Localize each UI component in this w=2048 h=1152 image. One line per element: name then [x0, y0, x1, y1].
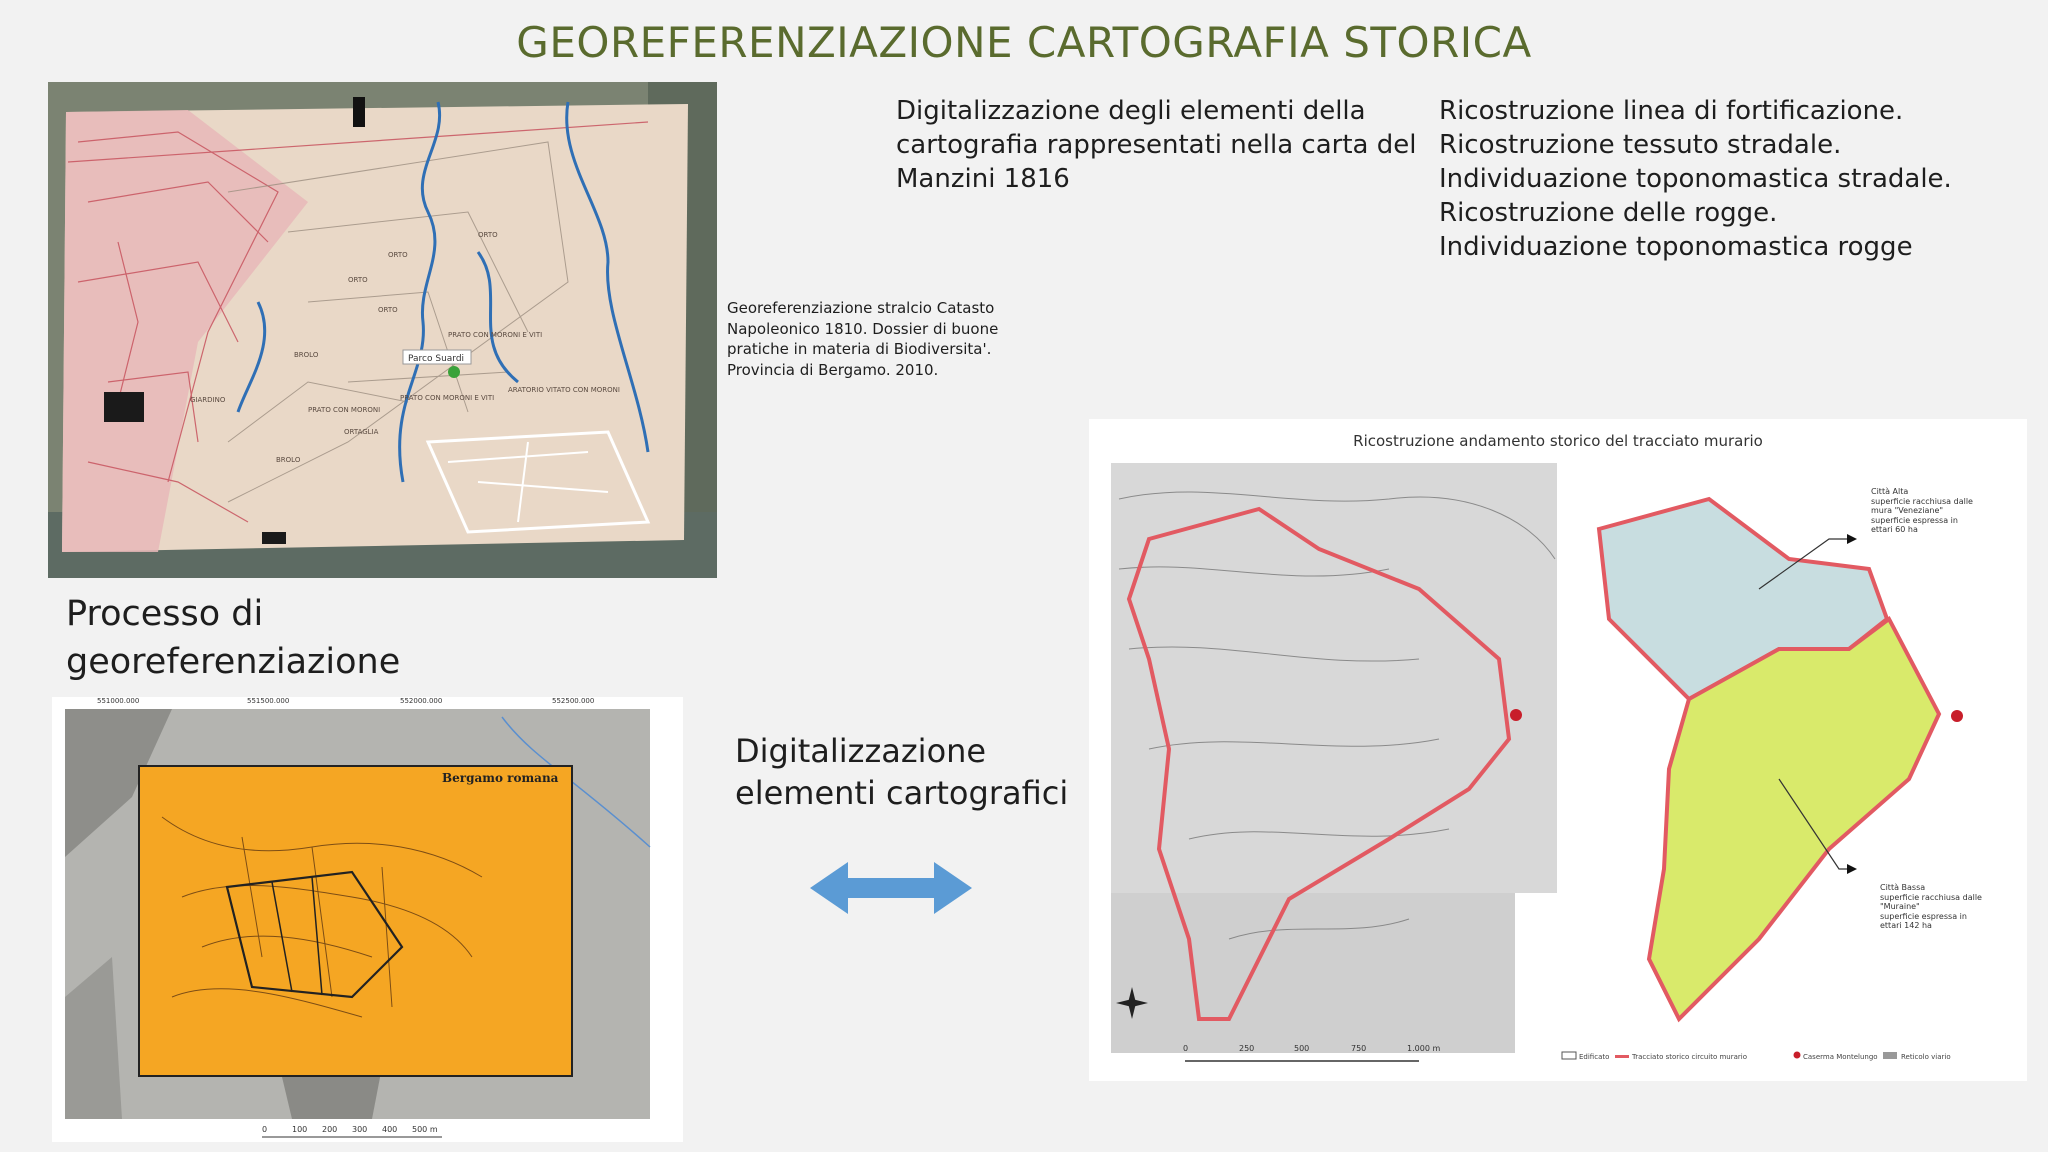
coord-label: 552500.000 — [552, 697, 595, 705]
legend-label: Edificato — [1579, 1053, 1610, 1061]
roman-map-image — [52, 697, 683, 1142]
processo-label: Processo di georeferenziazione — [66, 594, 401, 682]
scale-tick: 750 — [1351, 1044, 1367, 1053]
scale-tick: 1.000 m — [1407, 1044, 1441, 1053]
coord-label: 551000.000 — [97, 697, 140, 705]
map-label: GIARDINO — [190, 396, 226, 404]
mura-map-image — [1089, 419, 2027, 1081]
roman-map-graphic — [52, 697, 683, 1142]
map-label: PRATO CON MORONI E VITI — [400, 394, 495, 402]
map-label: ORTO — [348, 276, 368, 284]
annotation-citta-alta: Città Alta superficie racchiusa dalle mura "Veneziane" superficie espressa in ettari 60 ha — [1871, 487, 1973, 534]
legend-label: Tracciato storico circuito murario — [1632, 1053, 1747, 1061]
scale-tick: 0 — [1183, 1044, 1189, 1053]
legend-label: Reticolo viario — [1901, 1053, 1951, 1061]
map-label: ORTO — [378, 306, 398, 314]
legend-label: Caserma Montelungo — [1803, 1053, 1878, 1061]
map-label: ORTO — [388, 251, 408, 259]
scale-tick: 400 — [382, 1125, 398, 1134]
coord-label: 551500.000 — [247, 697, 290, 705]
reconstruction-list — [1439, 94, 2029, 264]
list-item: Individuazione toponomastica rogge — [1439, 232, 1913, 262]
double-arrow-icon — [810, 858, 972, 918]
scale-tick: 300 — [352, 1125, 368, 1134]
catasto-map-graphic — [48, 82, 717, 578]
map-label: ORTAGLIA — [344, 428, 379, 436]
coord-label: 552000.000 — [400, 697, 443, 705]
map-label: Parco Suardi — [408, 354, 465, 364]
scale-tick: 0 — [262, 1125, 268, 1134]
scale-tick: 200 — [322, 1125, 338, 1134]
digitalizzazione-label: Digitalizzazione elementi cartografici — [735, 732, 1069, 812]
manzini-description: Digitalizzazione degli elementi della cartografia rappresentati nella carta del Manzini 1816 — [896, 96, 1417, 194]
map-label: PRATO CON MORONI — [308, 406, 381, 414]
roman-map-title: Bergamo romana — [442, 771, 559, 785]
map-label: PRATO CON MORONI E VITI — [448, 331, 543, 339]
mura-map-title: Ricostruzione andamento storico del tracciato murario — [1353, 432, 1763, 450]
scale-tick: 500 m — [412, 1125, 438, 1134]
list-item: Ricostruzione delle rogge. — [1439, 198, 1778, 228]
map-label: BROLO — [294, 351, 319, 359]
map-label: BROLO — [276, 456, 301, 464]
list-item: Individuazione toponomastica stradale. — [1439, 164, 1952, 194]
catasto-caption: Georeferenziazione stralcio Catasto Napoleonico 1810. Dossier di buone pratiche in materia di Biodiversita'. Provincia di Bergamo. 2010. — [727, 299, 999, 379]
list-item: Ricostruzione linea di fortificazione. — [1439, 96, 1904, 126]
mura-map-graphic — [1089, 419, 2027, 1081]
annotation-citta-bassa: Città Bassa superficie racchiusa dalle "Muraine" superficie espressa in ettari 142 ha — [1880, 883, 1982, 930]
slide-title: GEOREFERENZIAZIONE CARTOGRAFIA STORICA — [516, 18, 1532, 67]
list-item: Ricostruzione tessuto stradale. — [1439, 130, 1842, 160]
map-label: ORTO — [478, 231, 498, 239]
scale-tick: 250 — [1239, 1044, 1255, 1053]
catasto-map-image — [48, 82, 717, 578]
scale-tick: 500 — [1294, 1044, 1310, 1053]
map-label: ARATORIO VITATO CON MORONI — [508, 386, 620, 394]
scale-tick: 100 — [292, 1125, 308, 1134]
